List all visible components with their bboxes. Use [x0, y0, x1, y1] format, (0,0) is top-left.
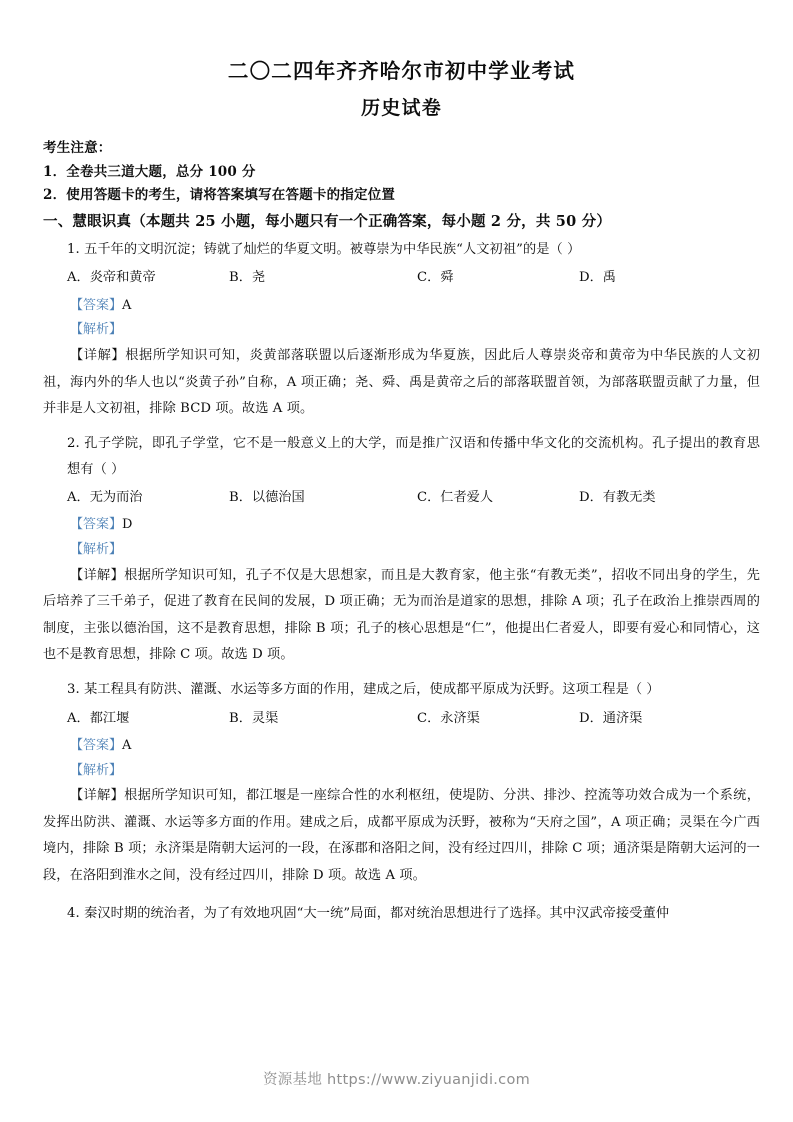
- question-block: [43, 677, 760, 889]
- analysis-tag: 【解析】: [70, 762, 123, 778]
- option-a[interactable]: A．炎帝和黄帝: [67, 270, 156, 286]
- footer-watermark: 资源基地 https://www.ziyuanjidi.com: [262, 1072, 531, 1088]
- candidate-notice: [43, 137, 760, 207]
- notice-item-1: 1．全卷共三道大题，总分 100 分: [43, 163, 256, 180]
- question-stem: 1. 五千年的文明沉淀；铸就了灿烂的华夏文明。被尊崇为中华民族“人文初祖”的是（ ）: [67, 242, 581, 258]
- question-stem: 2. 孔子学院，即孔子学堂，它不是一般意义上的大学，而是推广汉语和传播中华文化的交流机构。孔子提出的教育思想有（ ）: [67, 436, 760, 477]
- page-title: 二〇二四年齐齐哈尔市初中学业考试: [227, 59, 576, 83]
- answer-line: [43, 513, 760, 538]
- option-d[interactable]: D．通济渠: [579, 710, 643, 726]
- notice-item-2: 2．使用答题卡的考生，请将答案填写在答题卡的指定位置: [43, 186, 396, 203]
- analysis-line: [43, 318, 760, 343]
- analysis-detail: 【详解】根据所学知识可知，都江堰是一座综合性的水利枢纽，使堤防、分洪、排沙、控流等功效合成为一个系统，发挥出防洪、灌溉、水运等多方面的作用。建成之后，成都平原成为沃野，被称为“天府之国”，A 项正确；灵渠在今广西境内，排除 B 项；永济渠是隋朝大运河的一段，在涿郡和洛阳之间，没有经过四川，排除 C 项；通济渠是隋朝大运河的一段，在洛阳到淮水之间，没有经过四川，排除 D 项。故选 A 项。: [43, 788, 760, 883]
- question-block: [43, 237, 760, 422]
- question-block-partial: [43, 901, 760, 926]
- answer-tag: 【答案】: [70, 517, 123, 533]
- question-block: [43, 431, 760, 668]
- answer-value: A: [122, 297, 132, 313]
- option-a[interactable]: A．无为而治: [67, 490, 143, 506]
- question-options: [43, 485, 760, 510]
- analysis-tag: 【解析】: [70, 322, 123, 338]
- option-d[interactable]: D．有教无类: [579, 490, 656, 506]
- spacer: [43, 424, 760, 431]
- answer-line: [43, 294, 760, 319]
- analysis-line: [43, 759, 760, 784]
- answer-tag: 【答案】: [70, 297, 123, 313]
- option-b[interactable]: B．灵渠: [229, 710, 279, 726]
- option-a[interactable]: A．都江堰: [67, 710, 130, 726]
- option-c[interactable]: C．舜: [417, 270, 454, 286]
- option-c[interactable]: C．仁者爱人: [417, 490, 494, 506]
- notice-heading: 考生注意：: [43, 140, 112, 157]
- answer-line: [43, 734, 760, 759]
- analysis-tag: 【解析】: [70, 542, 123, 558]
- option-b[interactable]: B．以德治国: [229, 490, 305, 506]
- option-b[interactable]: B．尧: [229, 270, 266, 286]
- page-subtitle: 历史试卷: [361, 96, 442, 119]
- analysis-detail: 【详解】根据所学知识可知，炎黄部落联盟以后逐渐形成为华夏族，因此后人尊崇炎帝和黄帝为中华民族的人文初祖，海内外的华人也以“炎黄子孙”自称，A 项正确；尧、舜、禹是黄帝之后的部落联盟首领，为部落联盟贡献了力量，但并非是人文初祖，排除 BCD 项。故选 A 项。: [43, 348, 760, 416]
- answer-value: D: [122, 517, 133, 533]
- spacer: [43, 891, 760, 901]
- option-c[interactable]: C．永济渠: [417, 710, 480, 726]
- analysis-detail: 【详解】根据所学知识可知，孔子不仅是大思想家，而且是大教育家，他主张“有教无类”，招收不同出身的学生，先后培养了三千弟子，促进了教育在民间的发展，D 项正确；无为而治是道家的思想，排除 A 项；孔子在政治上推崇西周的制度，主张以德治国，这不是教育思想，排除 B 项；孔子的核心思想是“仁”，他提出仁者爱人，即要有爱心和同情心，这也不是教育思想，排除 C 项。故选 D 项。: [43, 567, 760, 662]
- section-heading-1: 一、慧眼识真（本题共 25 小题，每小题只有一个正确答案，每小题 2 分，共 50 分）: [43, 212, 612, 230]
- analysis-line: [43, 538, 760, 563]
- spacer: [43, 670, 760, 677]
- question-options: [43, 265, 760, 290]
- answer-value: A: [122, 738, 132, 754]
- question-stem: 4. 秦汉时期的统治者，为了有效地巩固“大一统”局面，都对统治思想进行了选择。其中汉武帝接受董仲: [67, 906, 670, 922]
- question-stem: 3. 某工程具有防洪、灌溉、水运等多方面的作用，建成之后，使成都平原成为沃野。这项工程是（ ）: [67, 682, 660, 698]
- option-d[interactable]: D．禹: [579, 270, 616, 286]
- answer-tag: 【答案】: [70, 738, 123, 754]
- question-options: [43, 706, 760, 731]
